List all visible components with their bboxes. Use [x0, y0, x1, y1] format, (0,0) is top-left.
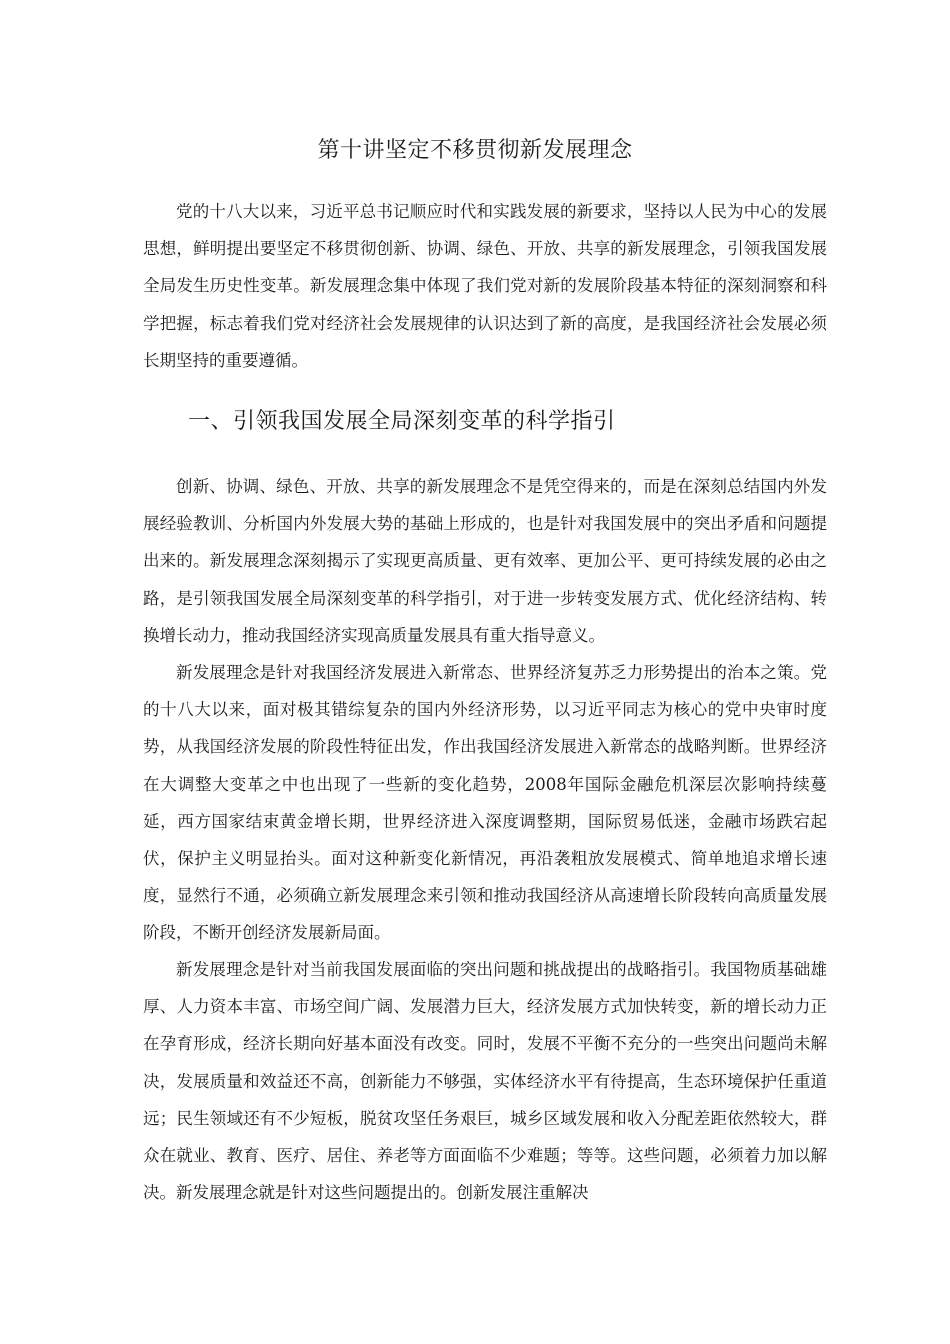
body-paragraph: 新发展理念是针对当前我国发展面临的突出问题和挑战提出的战略指引。我国物质基础雄厚、人力资本丰富、市场空间广阔、发展潜力巨大，经济发展方式加快转变，新的增长动力正在孕育形成，经济长期向好基本面没有改变。同时，发展不平衡不充分的一些突出问题尚未解决，发展质量和效益还不高，创新能力不够强，实体经济水平有待提高，生态环境保护任重道远；民生领域还有不少短板，脱贫攻坚任务艰巨，城乡区域发展和收入分配差距依然较大，群众在就业、教育、医疗、居住、养老等方面面临不少难题；等等。这些问题，必须着力加以解决。新发展理念就是针对这些问题提出的。创新发展注重解决 [143, 960, 827, 1203]
body-paragraph: 新发展理念是针对我国经济发展进入新常态、世界经济复苏乏力形势提出的治本之策。党的十八大以来，面对极其错综复杂的国内外经济形势，以习近平同志为核心的党中央审时度势，从我国经济发展的阶段性特征出发，作出我国经济发展进入新常态的战略判断。世界经济在大调整大变革之中也出现了一些新的变化趋势，2008年国际金融危机深层次影响持续蔓延，西方国家结束黄金增长期，世界经济进入深度调整期，国际贸易低迷，金融市场跌宕起伏，保护主义明显抬头。面对这种新变化新情况，再沿袭粗放发展模式、简单地追求增长速度，显然行不通，必须确立新发展理念来引领和推动我国经济从高速增长阶段转向高质量发展阶段，不断开创经济发展新局面。 [143, 663, 827, 943]
body-paragraph: 创新、协调、绿色、开放、共享的新发展理念不是凭空得来的，而是在深刻总结国内外发展经验教训、分析国内外发展大势的基础上形成的，也是针对我国发展中的突出矛盾和问题提出来的。新发展理念深刻揭示了实现更高质量、更有效率、更加公平、更可持续发展的必由之路，是引领我国发展全局深刻变革的科学指引，对于进一步转变发展方式、优化经济结构、转换增长动力，推动我国经济实现高质量发展具有重大指导意义。 [143, 477, 827, 645]
intro-paragraph: 党的十八大以来，习近平总书记顺应时代和实践发展的新要求，坚持以人民为中心的发展思想，鲜明提出要坚定不移贯彻创新、协调、绿色、开放、共享的新发展理念，引领我国发展全局发生历史性变革。新发展理念集中体现了我们党对新的发展阶段基本特征的深刻洞察和科学把握，标志着我们党对经济社会发展规律的认识达到了新的高度，是我国经济社会发展必须长期坚持的重要遵循。 [143, 202, 827, 370]
document-title: 第十讲坚定不移贯彻新发展理念 [317, 138, 633, 163]
section-heading: 一、引领我国发展全局深刻变革的科学指引 [188, 409, 616, 434]
